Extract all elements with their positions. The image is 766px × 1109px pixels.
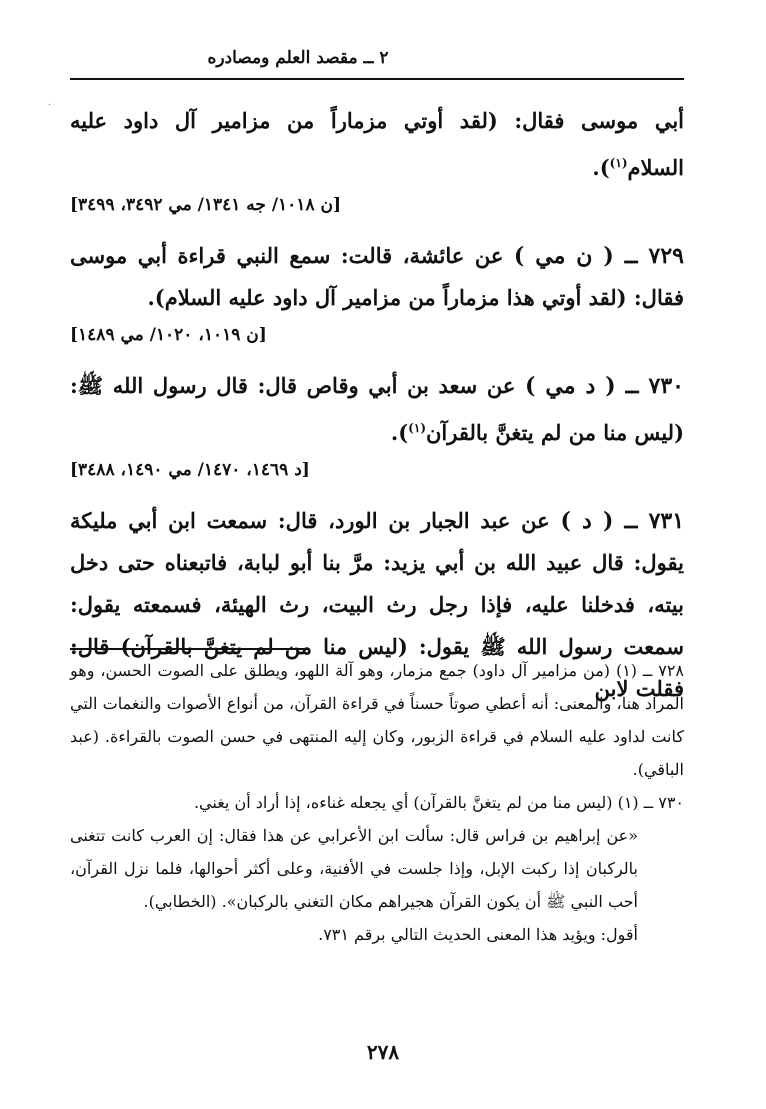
footnote-rule (70, 648, 308, 650)
footnote-730 (70, 786, 684, 819)
footnote-text: (من مزامير آل داود) جمع مزمار، وهو آلة اللهو، ويطلق على الصوت الحسن، وهو المراد هنا، والمعنى: أنه أعطي صوتاً حسناً في قراءة القرآن، من أنواع الأصوات والنغمات التي كانت لداود عليه السلام في قراءة الزبور، وكان إليه المنتهى في حسن الصوت بالقراءة. (عبد الباقي). (70, 661, 685, 779)
margin-mark: · (48, 100, 52, 111)
hadith-729 (70, 235, 684, 319)
hadith-text: عن سعد بن أبي وقاص قال: قال رسول الله ﷺ: (ليس منا من لم يتغنَّ بالقرآن (70, 373, 684, 445)
running-header: ٢ ــ مقصد العلم ومصادره (207, 48, 389, 68)
hadith-reference: [ن ١٠١٩، ١٠٢٠/ مي ١٤٨٩] (70, 325, 267, 345)
hadith-text: عن عبد الجبار بن الورد، قال: سمعت ابن أبي مليكة يقول: قال عبيد الله بن أبي يزيد: مرَّ بنا أبو لبابة، فاتبعناه حتى دخل بيته، فدخلنا عليه، فإذا رجل رث البيت، رث الهيئة، فسمعته يقول: سمعت رسول الله ﷺ يقول: (ليس منا من لم يتغنَّ بالقرآن) قال: فقلت لابن (70, 508, 684, 701)
header-rule (70, 78, 684, 80)
footnote-marker: (١) (609, 156, 628, 170)
footnote-text: (ليس منا من لم يتغنَّ بالقرآن) أي يجعله غناءه، إذا أراد أن يغني. (193, 793, 613, 812)
hadith-number: ٧٣٠ ــ ( د مي ) (525, 373, 684, 399)
hadith-text: عن عائشة، قالت: سمع النبي قراءة أبي موسى فقال: (لقد أوتي هذا مزماراً من مزامير آل داود عليه السلام). (70, 243, 684, 310)
main-text (70, 100, 684, 710)
intro-text: أبي موسى فقال: (لقد أوتي مزماراً من مزامير آل داود عليه السلام (70, 108, 684, 180)
hadith-number: ٧٢٩ ــ ( ن مي ) (513, 243, 684, 269)
intro-end: ). (592, 155, 610, 180)
hadith-reference: [د ١٤٦٩، ١٤٧٠/ مي ١٤٩٠، ٣٤٨٨] (70, 460, 310, 480)
footnote-728 (70, 654, 684, 786)
page-number: ٢٧٨ (366, 1040, 400, 1064)
footnote-label: ٧٣٠ ــ (١) (617, 793, 684, 812)
hadith-number: ٧٣١ ــ ( د ) (560, 508, 685, 534)
footnotes (70, 654, 684, 951)
footnote-comment: أقول: ويؤيد هذا المعنى الحديث التالي برقم ٧٣١. (318, 925, 638, 944)
footnote-quote: «عن إبراهيم بن فراس قال: سألت ابن الأعرابي عن هذا فقال: إن العرب كانت تتغنى بالركبان إذا ركبت الإبل، وإذا جلست في الأفنية، وعلى أكثر أحوالها، فلما نزل القرآن، أحب النبي ﷺ أن يكون القرآن هجيراهم مكان التغني بالركبان». (الخطابي). (70, 826, 638, 911)
footnote-label: ٧٢٨ ــ (١) (615, 661, 684, 680)
intro-paragraph (70, 100, 684, 189)
hadith-reference: [ن ١٠١٨/ جه ١٣٤١/ مي ٣٤٩٢، ٣٤٩٩] (70, 195, 342, 215)
hadith-end: ). (390, 420, 409, 445)
hadith-730 (70, 365, 684, 454)
footnote-marker: (١) (408, 421, 426, 435)
